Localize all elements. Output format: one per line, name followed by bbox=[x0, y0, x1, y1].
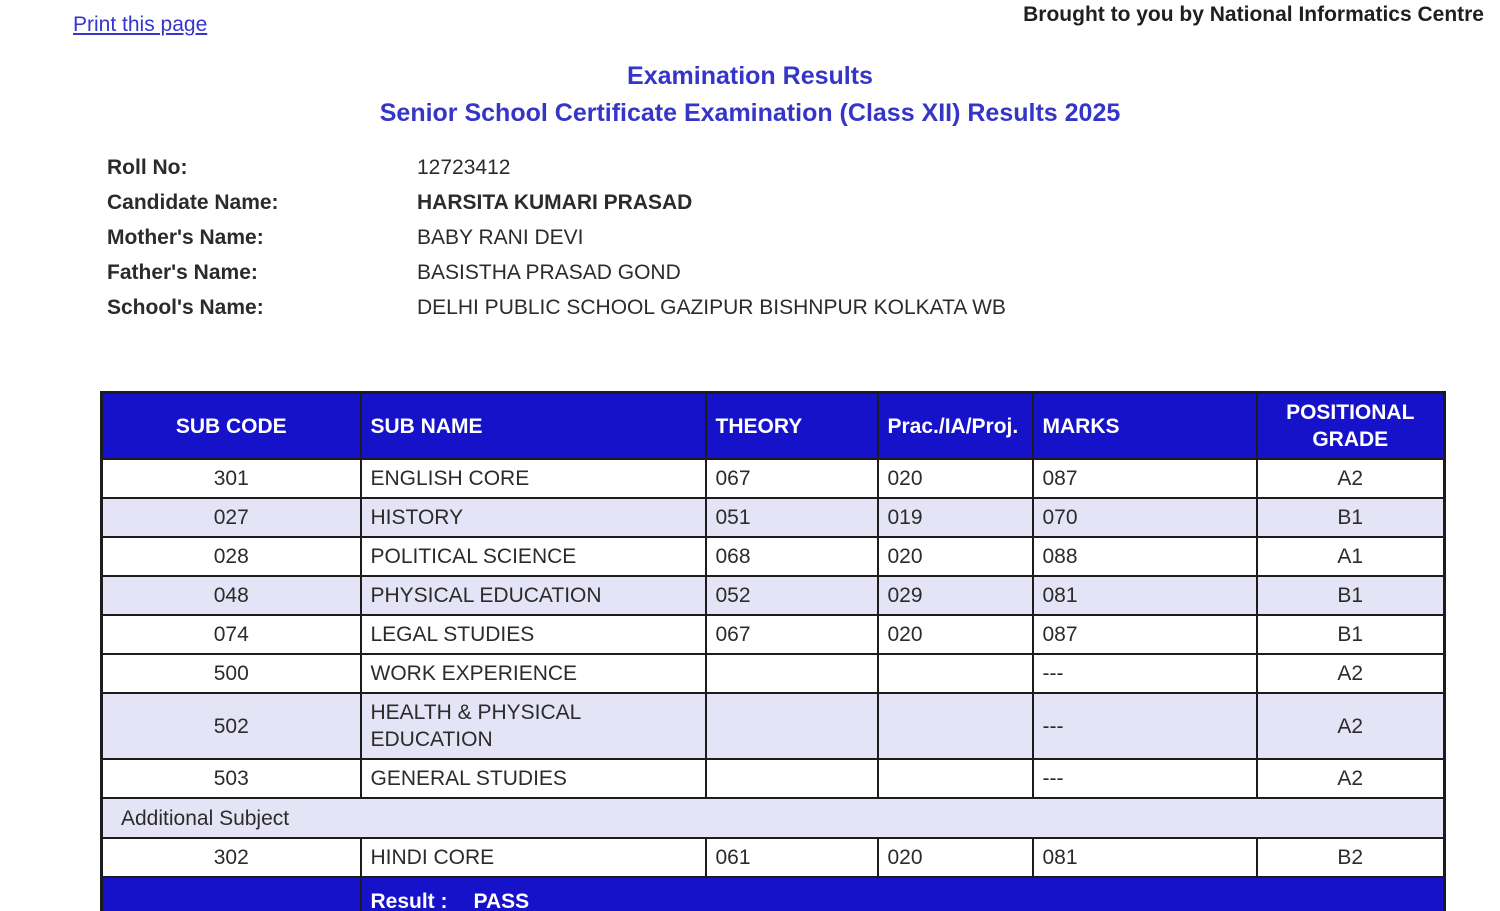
cell-text: 302 bbox=[213, 846, 249, 869]
cell-theory bbox=[706, 576, 878, 615]
candidate-info-row bbox=[107, 150, 1500, 185]
cell-text: 502 bbox=[213, 714, 249, 738]
additional-subject-section-row bbox=[102, 798, 1445, 838]
table-row bbox=[102, 576, 1445, 615]
cell-prac bbox=[878, 615, 1033, 654]
cell-text: 087 bbox=[1042, 467, 1078, 490]
candidate-info-row bbox=[107, 185, 1500, 220]
cell-text: B2 bbox=[1337, 846, 1364, 869]
cell-text: 074 bbox=[213, 623, 249, 646]
cell-prac bbox=[878, 838, 1033, 877]
cell-marks bbox=[1033, 615, 1257, 654]
cell-text: HISTORY bbox=[370, 506, 464, 529]
column-header-positional-grade: POSITIONAL GRADE bbox=[1257, 393, 1445, 460]
cell-theory bbox=[706, 693, 878, 759]
page-title: Examination Results bbox=[627, 62, 873, 90]
table-row bbox=[102, 615, 1445, 654]
cell-text: 020 bbox=[887, 467, 923, 490]
cell-text: --- bbox=[1042, 662, 1064, 685]
cell-text: 081 bbox=[1042, 584, 1078, 607]
cell-prac bbox=[878, 498, 1033, 537]
cell-sub-name bbox=[361, 537, 706, 576]
info-value: HARSITA KUMARI PRASAD bbox=[417, 190, 693, 214]
cell-sub-code bbox=[102, 654, 361, 693]
cell-text: B1 bbox=[1337, 506, 1364, 529]
cell-sub-code bbox=[102, 537, 361, 576]
table-row bbox=[102, 537, 1445, 576]
info-label: Candidate Name: bbox=[107, 190, 279, 214]
nic-credit-text: Brought to you by National Informatics Centre bbox=[1023, 3, 1484, 26]
cell-text: 028 bbox=[213, 545, 249, 568]
cell-sub-name bbox=[361, 615, 706, 654]
results-table bbox=[100, 391, 1446, 911]
cell-marks bbox=[1033, 693, 1257, 759]
result-label: Result : bbox=[370, 890, 448, 911]
top-bar bbox=[0, 0, 1500, 48]
print-page-link[interactable]: Print this page bbox=[73, 13, 208, 36]
candidate-info bbox=[107, 150, 1500, 325]
cell-text: B1 bbox=[1337, 623, 1364, 646]
cell-text: 068 bbox=[715, 545, 751, 568]
cell-text: 301 bbox=[213, 467, 249, 490]
cell-grade bbox=[1257, 576, 1445, 615]
candidate-info-row bbox=[107, 220, 1500, 255]
table-row bbox=[102, 654, 1445, 693]
info-label: Father's Name: bbox=[107, 260, 258, 284]
cell-text: 088 bbox=[1042, 545, 1078, 568]
table-row bbox=[102, 693, 1445, 759]
column-header-prac-ia-proj-: Prac./IA/Proj. bbox=[878, 393, 1033, 460]
cell-text: --- bbox=[1042, 767, 1064, 790]
cell-sub-name bbox=[361, 459, 706, 498]
cell-text: LEGAL STUDIES bbox=[370, 623, 535, 646]
cell-grade bbox=[1257, 537, 1445, 576]
cell-marks bbox=[1033, 459, 1257, 498]
cell-prac bbox=[878, 537, 1033, 576]
cell-marks bbox=[1033, 654, 1257, 693]
cell-theory bbox=[706, 759, 878, 798]
cell-text: 019 bbox=[887, 506, 923, 529]
cell-sub-code bbox=[102, 498, 361, 537]
cell-grade bbox=[1257, 838, 1445, 877]
cell-text: 020 bbox=[887, 623, 923, 646]
info-value: DELHI PUBLIC SCHOOL GAZIPUR BISHNPUR KOLKATA WB bbox=[417, 295, 1006, 319]
table-row bbox=[102, 838, 1445, 877]
cell-text: A2 bbox=[1337, 467, 1364, 490]
cell-text: A2 bbox=[1337, 714, 1364, 738]
cell-theory bbox=[706, 654, 878, 693]
page-subtitle: Senior School Certificate Examination (Class XII) Results 2025 bbox=[379, 99, 1121, 127]
cell-text: 051 bbox=[715, 506, 751, 529]
cell-text: POLITICAL SCIENCE bbox=[370, 545, 577, 568]
cell-marks bbox=[1033, 838, 1257, 877]
result-row bbox=[102, 877, 1445, 911]
column-header-sub-name: SUB NAME bbox=[361, 393, 706, 460]
cell-grade bbox=[1257, 759, 1445, 798]
info-value: BASISTHA PRASAD GOND bbox=[417, 260, 681, 284]
table-header-row bbox=[102, 393, 1445, 460]
result-value: PASS bbox=[473, 890, 530, 911]
candidate-info-row bbox=[107, 290, 1500, 325]
column-header-marks: MARKS bbox=[1033, 393, 1257, 460]
cell-grade bbox=[1257, 498, 1445, 537]
cell-text: 020 bbox=[887, 545, 923, 568]
cell-sub-code bbox=[102, 693, 361, 759]
cell-text: ENGLISH CORE bbox=[370, 467, 530, 490]
info-value: 12723412 bbox=[417, 155, 511, 179]
cell-theory bbox=[706, 498, 878, 537]
cell-sub-name bbox=[361, 654, 706, 693]
cell-prac bbox=[878, 654, 1033, 693]
cell-text: A1 bbox=[1337, 545, 1364, 568]
cell-sub-code bbox=[102, 838, 361, 877]
cell-sub-name bbox=[361, 498, 706, 537]
info-value: BABY RANI DEVI bbox=[417, 225, 584, 249]
cell-prac bbox=[878, 459, 1033, 498]
cell-prac bbox=[878, 576, 1033, 615]
cell-text: 029 bbox=[887, 584, 923, 607]
cell-sub-code bbox=[102, 459, 361, 498]
cell-text: 067 bbox=[715, 467, 751, 490]
cell-text: 067 bbox=[715, 623, 751, 646]
cell-marks bbox=[1033, 576, 1257, 615]
cell-text: 081 bbox=[1042, 846, 1078, 869]
cell-sub-name bbox=[361, 576, 706, 615]
cell-sub-code bbox=[102, 759, 361, 798]
cell-text: 052 bbox=[715, 584, 751, 607]
cell-theory bbox=[706, 459, 878, 498]
info-label: Roll No: bbox=[107, 155, 188, 179]
cell-theory bbox=[706, 615, 878, 654]
cell-sub-code bbox=[102, 576, 361, 615]
cell-grade bbox=[1257, 459, 1445, 498]
column-header-sub-code: SUB CODE bbox=[102, 393, 361, 460]
column-header-theory: THEORY bbox=[706, 393, 878, 460]
table-row bbox=[102, 759, 1445, 798]
cell-text: B1 bbox=[1337, 584, 1364, 607]
cell-text: GENERAL STUDIES bbox=[370, 767, 567, 790]
cell-text: PHYSICAL EDUCATION bbox=[370, 584, 602, 607]
cell-text: A2 bbox=[1337, 662, 1364, 685]
cell-text: 503 bbox=[213, 767, 249, 790]
cell-grade bbox=[1257, 693, 1445, 759]
cell-marks bbox=[1033, 537, 1257, 576]
cell-text: 061 bbox=[715, 846, 751, 869]
cell-sub-name bbox=[361, 838, 706, 877]
cell-text: HINDI CORE bbox=[370, 846, 495, 869]
cell-sub-name bbox=[361, 759, 706, 798]
additional-subject-label: Additional Subject bbox=[102, 798, 1445, 838]
cell-prac bbox=[878, 693, 1033, 759]
cell-theory bbox=[706, 537, 878, 576]
cell-text: A2 bbox=[1337, 767, 1364, 790]
info-label: Mother's Name: bbox=[107, 225, 264, 249]
candidate-info-row bbox=[107, 255, 1500, 290]
cell-text: 500 bbox=[213, 662, 249, 685]
cell-sub-code bbox=[102, 615, 361, 654]
table-row bbox=[102, 459, 1445, 498]
cell-text: HEALTH & PHYSICAL EDUCATION bbox=[370, 701, 581, 751]
info-label: School's Name: bbox=[107, 295, 264, 319]
result-row-blank-cell bbox=[102, 877, 361, 911]
result-cell bbox=[361, 877, 1445, 911]
cell-text: 020 bbox=[887, 846, 923, 869]
cell-marks bbox=[1033, 759, 1257, 798]
cell-text: --- bbox=[1042, 714, 1064, 738]
cell-text: 070 bbox=[1042, 506, 1078, 529]
cell-text: 048 bbox=[213, 584, 249, 607]
cell-text: 027 bbox=[213, 506, 249, 529]
cell-marks bbox=[1033, 498, 1257, 537]
cell-grade bbox=[1257, 615, 1445, 654]
cell-text: WORK EXPERIENCE bbox=[370, 662, 578, 685]
cell-prac bbox=[878, 759, 1033, 798]
table-row bbox=[102, 498, 1445, 537]
cell-grade bbox=[1257, 654, 1445, 693]
cell-text: 087 bbox=[1042, 623, 1078, 646]
cell-sub-name bbox=[361, 693, 706, 759]
cell-theory bbox=[706, 838, 878, 877]
